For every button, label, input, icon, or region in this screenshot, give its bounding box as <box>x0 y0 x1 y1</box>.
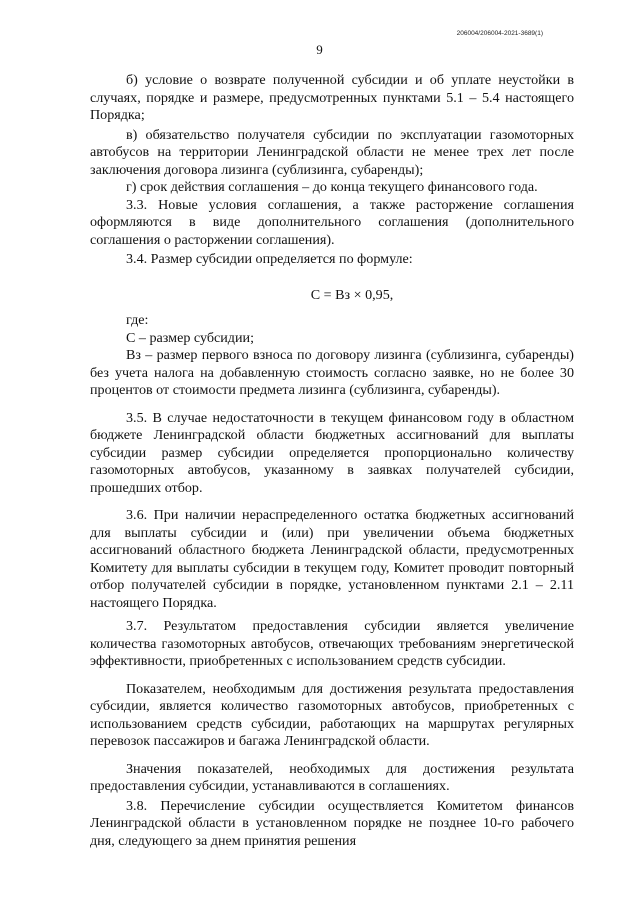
document-id: 206004/206004-2021-3689(1) <box>456 30 543 37</box>
paragraph-condition-b: б) условие о возврате полученной субсидии и об уплате неустойки в случаях, порядке и размере, предусмотренных пунктами 5.1 – 5.4 настоящего Порядка; <box>90 72 574 123</box>
paragraph-indicator-values: Значения показателей, необходимых для достижения результата предоставления субсидии, устанавливаются в соглашениях. <box>90 760 574 794</box>
paragraph-3-4: 3.4. Размер субсидии определяется по формуле: <box>126 251 413 267</box>
subsidy-formula: С = Вз × 0,95, <box>310 286 394 303</box>
paragraph-condition-g: г) срок действия соглашения – до конца текущего финансового года. <box>126 179 538 195</box>
paragraph-where: где: <box>126 312 149 328</box>
document-body <box>90 72 574 850</box>
paragraph-condition-v: в) обязательство получателя субсидии по эксплуатации газомоторных автобусов на территории Ленинградской области не менее трех лет после заключения договора лизинга (сублизинга, субаренды); <box>90 126 574 178</box>
paragraph-indicator: Показателем, необходимым для достижения результата предоставления субсидии, является количество газомоторных автобусов, приобретенных с использованием средств субсидии, работающих на маршрутах регулярных перевозок пассажиров и багажа Ленинградской области. <box>90 680 574 749</box>
paragraph-3-6: 3.6. При наличии нераспределенного остатка бюджетных ассигнований для выплаты субсидии и (или) при увеличении объема бюджетных ассигнований областного бюджета Ленинградской области, предусмотренных Комитету для выплаты субсидии в текущем году, Комитет проводит повторный отбор получателей субсидии в порядке, установленном пунктами 2.1 – 2.11 настоящего Порядка. <box>90 507 574 611</box>
paragraph-vz-definition: Вз – размер первого взноса по договору лизинга (сублизинга, субаренды) без учета налога на добавленную стоимость согласно заявке, но не более 30 процентов от стоимости предмета лизинга (сублизинга, субаренды). <box>90 347 574 398</box>
paragraph-3-5: 3.5. В случае недостаточности в текущем финансовом году в областном бюджете Ленинградской области бюджетных ассигнований для выплаты субсидии размер субсидии определяется пропорционально количеству газомоторных автобусов, указанному в заявках получателей субсидии, прошедших отбор. <box>90 409 574 496</box>
paragraph-3-8: 3.8. Перечисление субсидии осуществляется Комитетом финансов Ленинградской области в установленном порядке не позднее 10-го рабочего дня, следующего за днем принятия решения <box>90 797 574 849</box>
paragraph-3-7: 3.7. Результатом предоставления субсидии является увеличение количества газомоторных автобусов, отвечающих требованиям энергетической эффективности, приобретенных с использованием средств субсидии. <box>90 618 574 669</box>
paragraph-3-3: 3.3. Новые условия соглашения, а также расторжение соглашения оформляются в виде дополнительного соглашения (дополнительного соглашения о расторжении соглашения). <box>90 196 574 248</box>
paragraph-c-definition: С – размер субсидии; <box>126 329 254 346</box>
page-number: 9 <box>316 42 323 57</box>
